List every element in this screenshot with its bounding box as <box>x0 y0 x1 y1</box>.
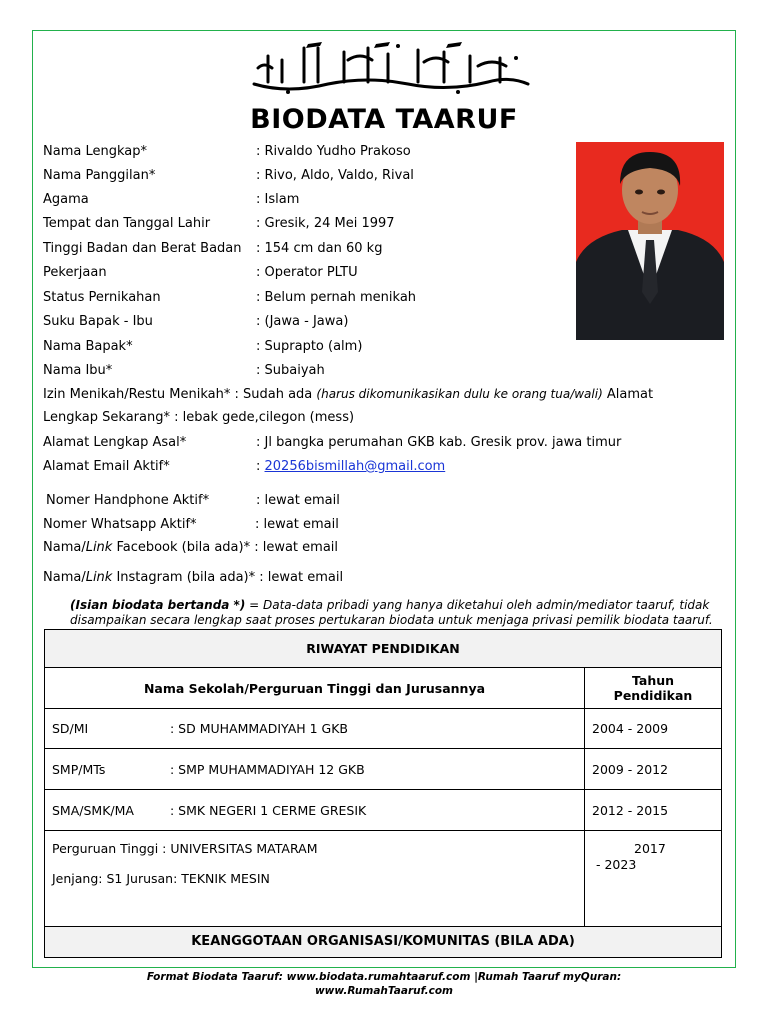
footer: Format Biodata Taaruf: www.biodata.rumahtaaruf.com |Rumah Taaruf myQuran: www.RumahTaaruf.com <box>146 971 622 997</box>
page-title: BIODATA TAARUF <box>250 104 518 135</box>
organisasi-header: KEANGGOTAAN ORGANISASI/KOMUNITAS (BILA ADA) <box>44 926 722 958</box>
field-whatsapp: Nomer Whatsapp Aktif* : lewat email <box>43 517 339 532</box>
field-facebook: Nama/Link Facebook (bila ada)* : lewat email <box>43 540 339 555</box>
field-handphone: Nomer Handphone Aktif* : lewat email <box>46 493 340 508</box>
field-izin-menikah: Izin Menikah/Restu Menikah* : Sudah ada (harus dikomunikasikan dulu ke orang tua/wali) Alamat <box>43 387 654 402</box>
email-link[interactable]: 20256bismillah@gmail.com <box>264 459 446 474</box>
table-row-university: Perguruan Tinggi : UNIVERSITAS MATARAM Jenjang: S1 Jurusan: TEKNIK MESIN 2017 - 2023 <box>45 831 722 928</box>
bismillah-calligraphy <box>248 38 534 96</box>
education-header: RIWAYAT PENDIDIKAN <box>45 630 722 668</box>
field-alamat-sekarang: Lengkap Sekarang* : lebak gede,cilegon (mess) <box>43 410 355 425</box>
education-header-row <box>45 630 722 668</box>
table-row: SMP/MTs : SMP MUHAMMADIYAH 12 GKB 2009 - 2012 <box>45 749 722 790</box>
profile-photo <box>576 142 724 340</box>
table-row: SMA/SMK/MA : SMK NEGERI 1 CERME GRESIK 2012 - 2015 <box>45 790 722 831</box>
education-column-row <box>45 668 722 709</box>
table-row: SD/MI : SD MUHAMMADIYAH 1 GKB 2004 - 2009 <box>45 709 722 749</box>
column-year: Tahun Pendidikan <box>585 668 722 709</box>
education-table <box>44 629 722 928</box>
privacy-note: (Isian biodata bertanda *) = Data-data pribadi yang hanya diketahui oleh admin/mediator taaruf, tidak disampaikan secara lengkap saat proses pertukaran biodata untuk menjaga privasi pemilik biodata taaruf. <box>70 598 713 627</box>
column-school: Nama Sekolah/Perguruan Tinggi dan Jurusannya <box>45 668 585 709</box>
field-instagram: Nama/Link Instagram (bila ada)* : lewat email <box>43 570 344 585</box>
